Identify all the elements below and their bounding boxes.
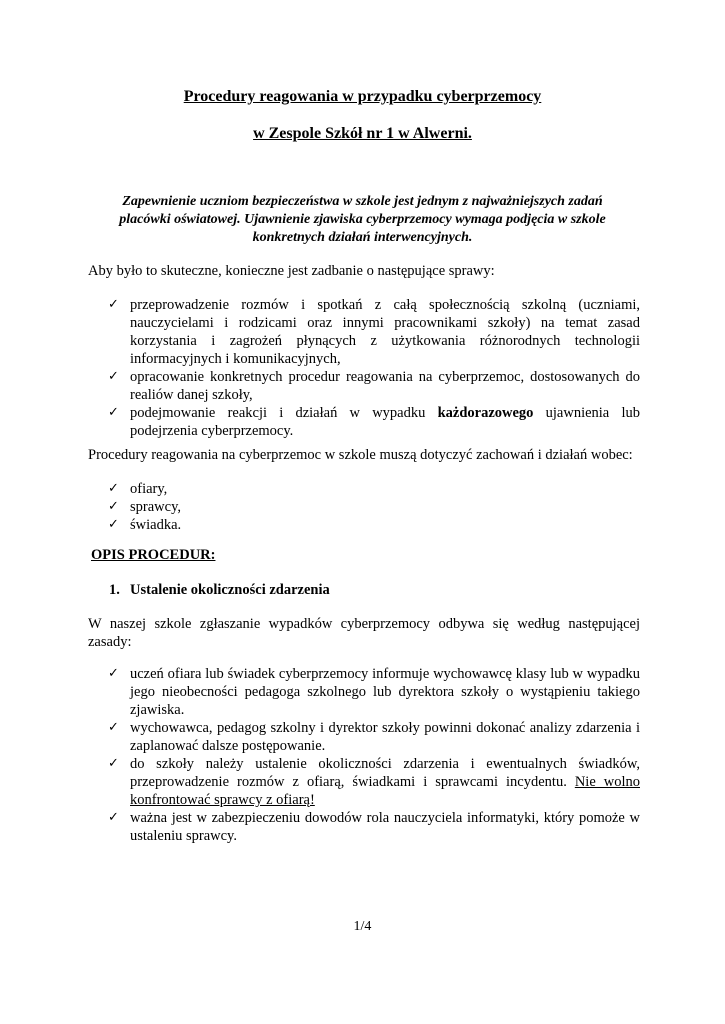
list-item-text: opracowanie konkretnych procedur reagowania na cyberprzemoc, dostosowanych do realiów danej szkoły, [130,369,640,403]
intro-paragraph: Zapewnienie uczniom bezpieczeństwa w szkole jest jednym z najważniejszych zadań placówki oświatowej. Ujawnienie zjawiska cyberprzemocy wymaga podjęcia w szkole konkretnych działań interwencyjnych. [119,194,606,245]
list-item [108,665,640,719]
paragraph-reporting: W naszej szkole zgłaszanie wypadków cyberprzemocy odbywa się według następującej zasady: [88,616,640,650]
list-item [108,368,640,404]
list-item [108,719,640,755]
list-item-text: wychowawca, pedagog szkolny i dyrektor szkoły powinni dokonać analizy zdarzenia i zaplanować dalsze postępowanie. [130,720,640,754]
checkmark-icon: ✓ [108,369,119,384]
reporting-list [108,665,640,845]
checkmark-icon: ✓ [108,481,119,496]
list-item [108,498,640,516]
list-item [108,404,640,440]
list-item [108,480,640,498]
targets-list [108,480,640,534]
checkmark-icon: ✓ [108,297,119,312]
document-title-line-1: Procedury reagowania w przypadku cyberprzemocy [183,88,542,105]
page-number: 1/4 [353,919,372,934]
document-title-line-2: w Zespole Szkół nr 1 w Alwerni. [253,125,472,142]
list-item [108,516,640,534]
checkmark-icon: ✓ [108,666,119,681]
list-item-text: ważna jest w zabezpieczeniu dowodów rola nauczyciela informatyki, który pomoże w ustaleniu sprawcy. [130,810,640,844]
list-item-text: świadka. [130,517,182,533]
list-item-bold-text: każdorazowego [437,405,534,421]
checkmark-icon: ✓ [108,810,119,825]
list-item-text-start: do szkoły należy ustalenie okoliczności zdarzenia i ewentualnych świadków, przeprowadzenie rozmów z ofiarą, świadkami i sprawcami incydentu. [130,756,640,790]
list-item [108,809,640,845]
checkmark-icon: ✓ [108,720,119,735]
step-title: Ustalenie okoliczności zdarzenia [130,582,330,598]
step-number: 1. [109,582,120,598]
list-item-text: przeprowadzenie rozmów i spotkań z całą społecznością szkolną (uczniami, nauczycielami i rodzicami oraz innymi pracownikami szkoły) na temat zasad korzystania i zagrożeń płynących z użytkowania różnorodnych technologii informacyjnych i komunikacyjnych, [130,297,640,367]
list-item-text-end: ujawnienia lub podejrzenia cyberprzemocy. [130,405,640,439]
requirements-list [108,296,640,440]
paragraph-targets: Procedury reagowania na cyberprzemoc w szkole muszą dotyczyć zachowań i działań wobec: [88,447,633,463]
list-item [108,296,640,368]
section-heading: OPIS PROCEDUR: [91,547,216,563]
step-heading [109,581,330,599]
checkmark-icon: ✓ [108,405,119,420]
paragraph-requirements: Aby było to skuteczne, konieczne jest zadbanie o następujące sprawy: [88,263,495,279]
list-item-text: uczeń ofiara lub świadek cyberprzemocy informuje wychowawcę klasy lub w wypadku jego nieobecności pedagoga szkolnego lub dyrektora szkoły o wystąpieniu takiego zjawiska. [130,666,640,718]
checkmark-icon: ✓ [108,756,119,771]
list-item-text: ofiary, [130,481,168,497]
checkmark-icon: ✓ [108,499,119,514]
checkmark-icon: ✓ [108,517,119,532]
list-item-underlined-text: Nie wolno konfrontować sprawcy z ofiarą! [130,774,640,808]
list-item-text: sprawcy, [130,499,181,515]
list-item [108,755,640,809]
list-item-text-start: podejmowanie reakcji i działań w wypadku [130,405,438,421]
